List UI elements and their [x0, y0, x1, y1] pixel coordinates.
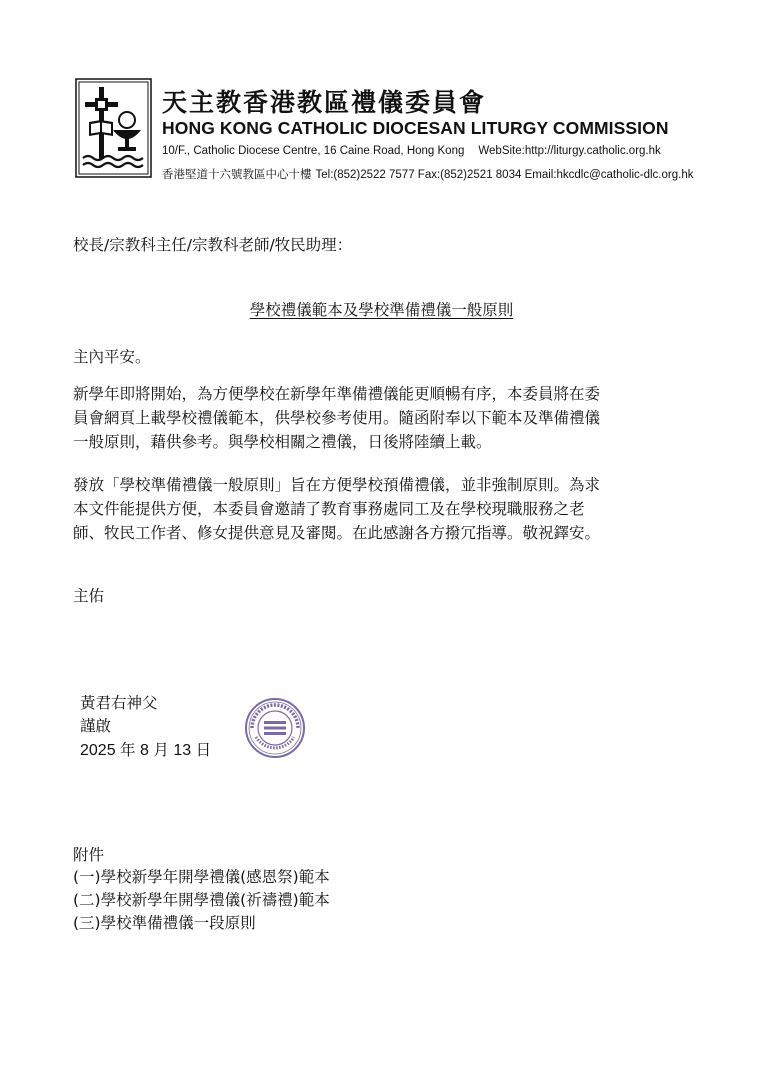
- date-day-unit: 日: [195, 741, 212, 759]
- org-name-chinese: 天主教香港教區禮儀委員會: [162, 88, 487, 117]
- paragraph-2-line: 師、牧民工作者、修女提供意見及審閱。在此感謝各方撥冗指導。敬祝鐸安。: [73, 524, 601, 542]
- paragraph-2-line: 發放「學校準備禮儀一般原則」旨在方便學校預備禮儀，並非強制原則。為求: [73, 476, 601, 494]
- contact-details: Tel:(852)2522 7577 Fax:(852)2521 8034 Email:hkcdlc@catholic-dlc.org.hk: [315, 169, 694, 181]
- attachments-heading: 附件: [73, 846, 105, 864]
- commission-seal-stamp-icon: [244, 697, 306, 759]
- letterhead-address-line: [162, 145, 661, 157]
- signatory-closing-word: 謹啟: [80, 717, 112, 735]
- paragraph-1-line: 一般原則，藉供參考。與學校相關之禮儀，日後將陸續上載。: [73, 433, 492, 451]
- paragraph-1-line: 新學年即將開始，為方便學校在新學年準備禮儀能更順暢有序，本委員將在委: [73, 385, 601, 403]
- cross-chalice-logo-icon: [75, 78, 152, 178]
- org-name-english: HONG KONG CATHOLIC DIOCESAN LITURGY COMMISSION: [162, 118, 669, 138]
- date-month-unit: 月: [153, 741, 169, 759]
- website-text: WebSite:http://liturgy.catholic.org.hk: [478, 145, 661, 157]
- address-english: 10/F., Catholic Diocese Centre, 16 Caine Road, Hong Kong: [162, 145, 465, 157]
- attachment-item: (三)學校準備禮儀一段原則: [73, 914, 256, 932]
- letter-title: [0, 298, 763, 320]
- salutation: 校長/宗教科主任/宗教科老師/牧民助理：: [73, 236, 353, 254]
- letter-title-text: 學校禮儀範本及學校準備禮儀一般原則: [249, 301, 514, 319]
- attachments-list: [73, 866, 330, 935]
- paragraph-1: [73, 382, 693, 454]
- letterhead-contact-line: [162, 166, 693, 182]
- signatory-name: 黃君右神父: [80, 694, 158, 712]
- paragraph-2: [73, 473, 693, 545]
- paragraph-1-line: 員會網頁上載學校禮儀範本，供學校參考使用。隨函附奉以下範本及準備禮儀: [73, 409, 601, 427]
- closing-blessing: 主佑: [73, 587, 105, 605]
- letter-date: [80, 738, 211, 763]
- date-year-unit: 年: [120, 741, 136, 759]
- greeting: 主內平安。: [73, 348, 151, 366]
- attachment-item: (二)學校新學年開學禮儀(祈禱禮)範本: [73, 891, 330, 909]
- date-month: 8: [140, 742, 149, 759]
- date-year: 2025: [80, 742, 116, 759]
- address-chinese: 香港堅道十六號教區中心十樓: [162, 167, 312, 181]
- attachment-item: (一)學校新學年開學禮儀(感恩祭)範本: [73, 868, 330, 886]
- date-day: 13: [173, 742, 192, 759]
- paragraph-2-line: 本文件能提供方便，本委員會邀請了教育事務處同工及在學校現職服務之老: [73, 500, 585, 518]
